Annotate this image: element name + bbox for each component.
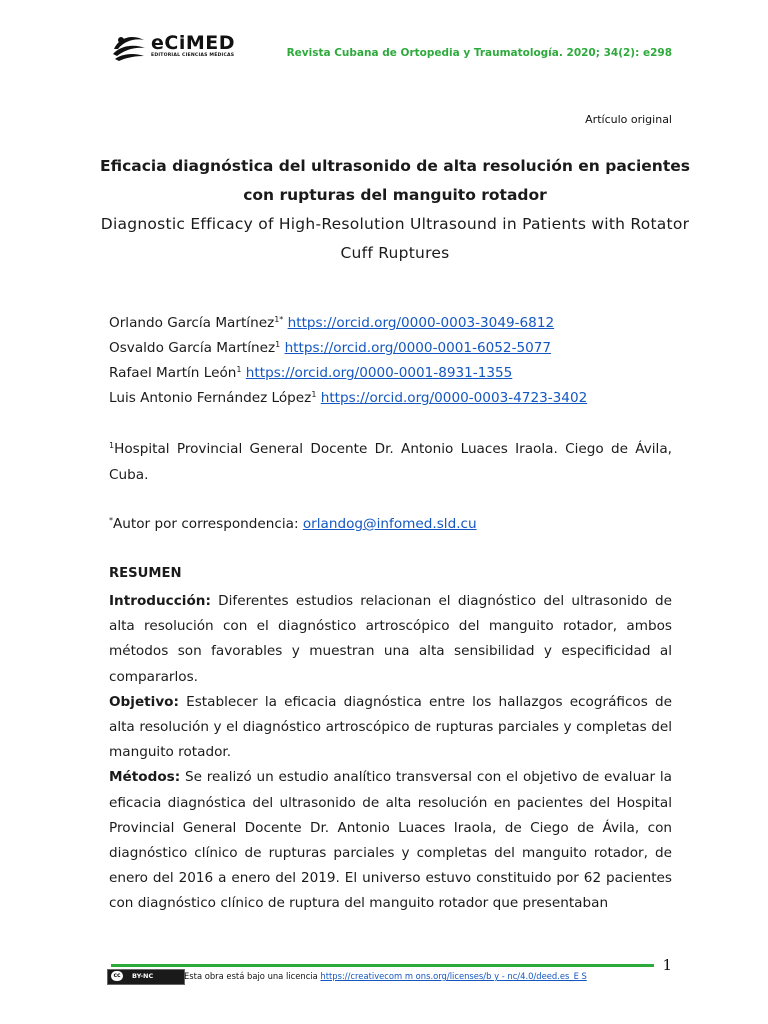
author-entry — [109, 311, 587, 336]
author-affiliation-mark: 1 — [275, 340, 281, 349]
page-number: 1 — [662, 956, 672, 974]
correspondence-mark: * — [109, 516, 113, 525]
section-label: Objetivo: — [109, 693, 179, 710]
abstract-body — [109, 589, 672, 917]
section-text: Establecer la eficacia diagnóstica entre los hallazgos ecográficos de alta resolución y el diagnóstico artroscópico de rupturas parciales y completas del manguito rotador. — [109, 693, 672, 761]
author-name: Osvaldo García Martínez — [109, 340, 276, 356]
author-entry — [109, 361, 587, 386]
cc-icon: cc — [111, 971, 123, 981]
author-entry — [109, 336, 587, 361]
logo-wordmark: eCiMED — [151, 32, 236, 54]
correspondence-email-link[interactable]: orlandog@infomed.sld.cu — [302, 516, 477, 532]
abstract-section-metodos — [109, 765, 672, 916]
license-link[interactable]: https://creativecom m ons.org/licenses/b y - nc/4.0/deed.es_E S — [320, 971, 587, 981]
author-list — [109, 311, 587, 411]
abstract-section-introduccion — [109, 589, 672, 690]
author-affiliation-mark: 1 — [311, 390, 317, 399]
orcid-link[interactable]: https://orcid.org/0000-0001-6052-5077 — [284, 340, 552, 356]
license-notice — [184, 971, 587, 981]
author-affiliation-mark: 1 — [236, 365, 242, 374]
correspondence-label: Autor por correspondencia: — [113, 516, 303, 532]
affiliation-text: Hospital Provincial General Docente Dr. Antonio Luaces Iraola. Ciego de Ávila, Cuba. — [109, 441, 672, 483]
cc-license-badge[interactable] — [107, 969, 185, 985]
author-name: Orlando García Martínez — [109, 315, 275, 331]
journal-citation: Revista Cubana de Ortopedia y Traumatología. 2020; 34(2): e298 — [286, 47, 672, 59]
author-name: Luis Antonio Fernández López — [109, 390, 312, 406]
title-block — [100, 152, 690, 268]
affiliation — [109, 436, 672, 488]
orcid-link[interactable]: https://orcid.org/0000-0003-3049-6812 — [287, 315, 555, 331]
title-spanish: Eficacia diagnóstica del ultrasonido de alta resolución en pacientes con rupturas del manguito rotador — [100, 157, 690, 204]
ecimed-logo — [111, 32, 241, 62]
affiliation-mark: 1 — [109, 441, 115, 450]
logo-subtitle: EDITORIAL CIENCIAS MÉDICAS — [151, 53, 235, 58]
orcid-link[interactable]: https://orcid.org/0000-0001-8931-1355 — [245, 365, 513, 381]
article-type: Artículo original — [585, 113, 672, 126]
footer-divider — [111, 964, 654, 967]
author-affiliation-mark: 1* — [274, 315, 284, 324]
correspondence — [109, 513, 477, 535]
ecimed-emblem-icon — [111, 32, 147, 62]
section-label: Introducción: — [109, 593, 211, 609]
abstract-heading: RESUMEN — [109, 566, 182, 581]
author-name: Rafael Martín León — [109, 365, 237, 381]
section-text: Se realizó un estudio analítico transversal con el objetivo de evaluar la eficacia diagnóstica del ultrasonido de alta resolución en pacientes del Hospital Provincial General Docente Dr. Antonio Luaces Iraola, de Ciego de Ávila, con diagnóstico clínico de rupturas parciales y completas del manguito rotador, de enero del 2016 a enero del 2019. El universo estuvo constituido por 62 pacientes con diagnóstico clínico de ruptura del manguito rotador que presentaban — [109, 769, 672, 912]
cc-badge-label: BY-NC — [132, 972, 154, 980]
section-label: Métodos: — [109, 769, 181, 786]
license-text: Esta obra está bajo una licencia — [184, 971, 321, 981]
author-entry — [109, 386, 587, 411]
title-english: Diagnostic Efficacy of High-Resolution Ultrasound in Patients with Rotator Cuff Ruptures — [100, 215, 690, 262]
abstract-section-objetivo — [109, 690, 672, 766]
orcid-link[interactable]: https://orcid.org/0000-0003-4723-3402 — [320, 390, 588, 406]
section-text: Diferentes estudios relacionan el diagnóstico del ultrasonido de alta resolución con el diagnóstico artroscópico del manguito rotador, ambos métodos son favorables y muestran una alta sensibilidad y especificidad al compararlos. — [109, 593, 672, 685]
